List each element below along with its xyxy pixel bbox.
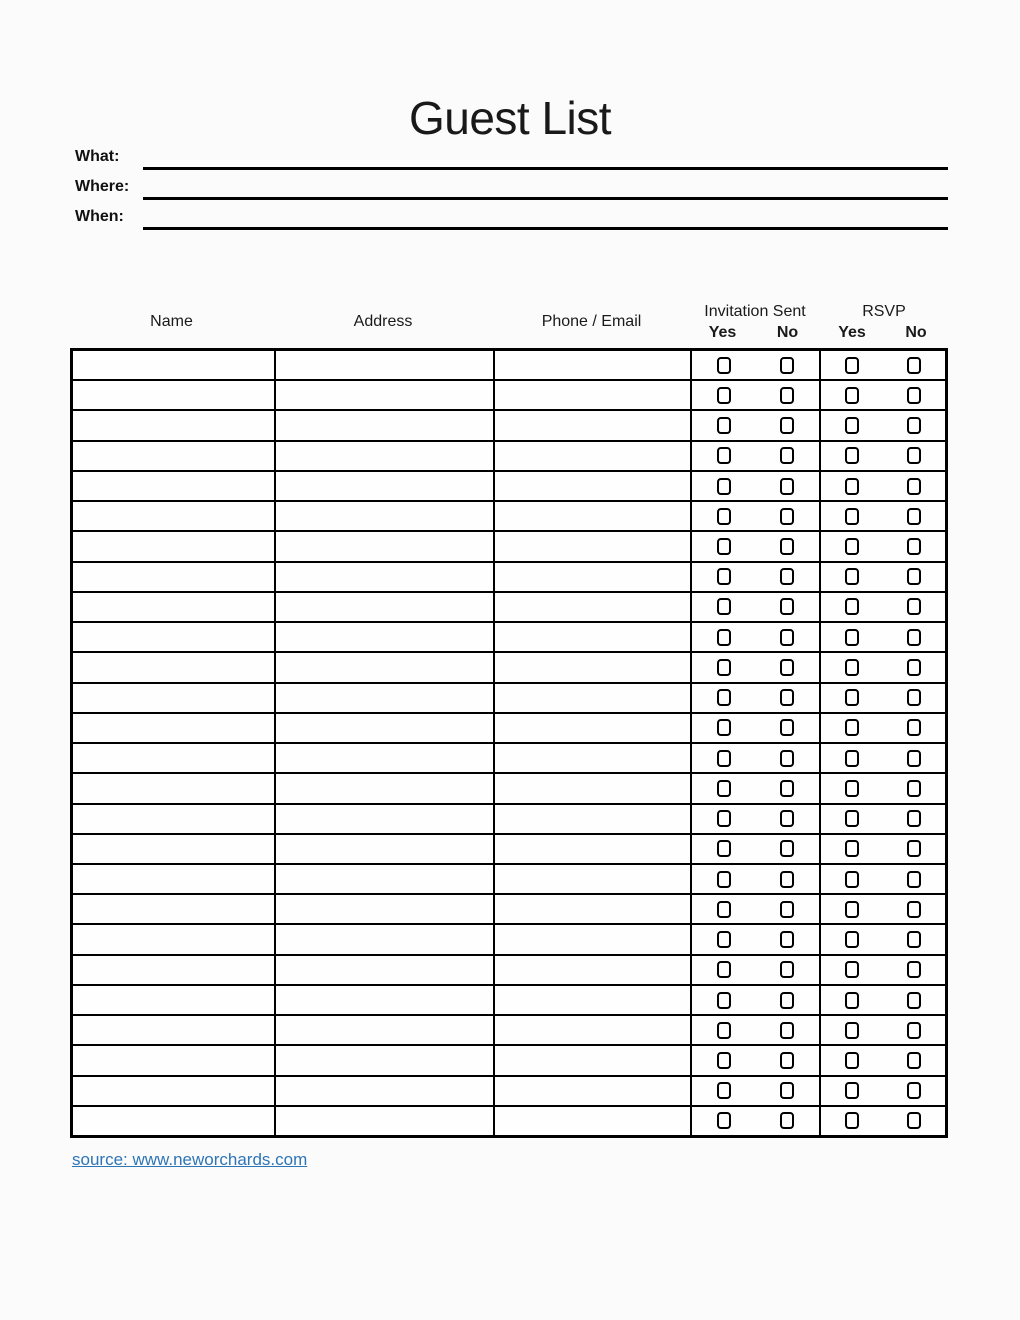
where-input-line[interactable]	[143, 181, 948, 200]
rsvp-no-checkbox[interactable]	[907, 568, 921, 585]
table-row	[73, 923, 945, 953]
invitation-no-checkbox[interactable]	[780, 1082, 794, 1099]
invitation-no-checkbox[interactable]	[780, 689, 794, 706]
invitation-sent-cell	[690, 986, 820, 1014]
phone-email-cell[interactable]	[493, 684, 690, 712]
rsvp-yes-checkbox[interactable]	[845, 659, 859, 676]
rsvp-cell	[819, 956, 945, 984]
invitation-no-checkbox[interactable]	[780, 629, 794, 646]
invitation-sent-cell	[690, 563, 820, 591]
phone-email-cell[interactable]	[493, 351, 690, 379]
phone-email-cell[interactable]	[493, 986, 690, 1014]
rsvp-cell	[819, 835, 945, 863]
rsvp-cell	[819, 714, 945, 742]
phone-email-cell[interactable]	[493, 925, 690, 953]
phone-email-cell[interactable]	[493, 1077, 690, 1105]
phone-email-cell[interactable]	[493, 411, 690, 439]
rsvp-yes-checkbox[interactable]	[845, 901, 859, 918]
invitation-yes-checkbox[interactable]	[717, 810, 731, 827]
rsvp-cell	[819, 381, 945, 409]
address-cell[interactable]	[274, 623, 494, 651]
name-cell[interactable]	[73, 986, 274, 1014]
rsvp-yes-checkbox[interactable]	[845, 750, 859, 767]
table-row	[73, 621, 945, 651]
address-cell[interactable]	[274, 925, 494, 953]
table-row	[73, 682, 945, 712]
invitation-yes-checkbox[interactable]	[717, 931, 731, 948]
invitation-no-checkbox[interactable]	[780, 538, 794, 555]
invitation-no-checkbox[interactable]	[780, 992, 794, 1009]
name-cell[interactable]	[73, 502, 274, 530]
rsvp-no-checkbox[interactable]	[907, 629, 921, 646]
when-input-line[interactable]	[143, 211, 948, 230]
name-cell[interactable]	[73, 895, 274, 923]
invitation-yes-checkbox[interactable]	[717, 689, 731, 706]
rsvp-no-checkbox[interactable]	[907, 357, 921, 374]
invitation-yes-checkbox[interactable]	[717, 659, 731, 676]
rsvp-cell	[819, 684, 945, 712]
address-cell[interactable]	[274, 1046, 494, 1074]
table-row	[73, 954, 945, 984]
rsvp-yes-checkbox[interactable]	[845, 1022, 859, 1039]
name-cell[interactable]	[73, 774, 274, 802]
invitation-sent-cell	[690, 956, 820, 984]
phone-email-cell[interactable]	[493, 653, 690, 681]
name-cell[interactable]	[73, 1077, 274, 1105]
table-row	[73, 500, 945, 530]
phone-email-cell[interactable]	[493, 593, 690, 621]
table-row	[73, 1075, 945, 1105]
table-row	[73, 1044, 945, 1074]
table-row	[73, 591, 945, 621]
invitation-sent-cell	[690, 744, 820, 772]
field-where	[75, 170, 948, 200]
invitation-yes-checkbox[interactable]	[717, 719, 731, 736]
column-header-address	[273, 292, 493, 348]
invitation-yes-checkbox[interactable]	[717, 1082, 731, 1099]
rsvp-yes-checkbox[interactable]	[845, 961, 859, 978]
table-row	[73, 833, 945, 863]
invitation-sent-subheader	[690, 321, 820, 348]
invitation-no-checkbox[interactable]	[780, 1022, 794, 1039]
rsvp-no-checkbox[interactable]	[907, 719, 921, 736]
invitation-sent-cell	[690, 1107, 820, 1135]
table-row	[73, 351, 945, 379]
invitation-yes-subheader: Yes	[708, 324, 737, 341]
invitation-sent-cell	[690, 805, 820, 833]
field-what	[75, 140, 948, 170]
rsvp-yes-checkbox[interactable]	[845, 568, 859, 585]
invitation-yes-checkbox[interactable]	[717, 871, 731, 888]
phone-email-cell[interactable]	[493, 532, 690, 560]
invitation-yes-checkbox[interactable]	[717, 750, 731, 767]
table-row	[73, 530, 945, 560]
phone-email-header-label: Phone / Email	[541, 313, 642, 330]
invitation-sent-header-label: Invitation Sent	[704, 303, 806, 320]
rsvp-yes-checkbox[interactable]	[845, 810, 859, 827]
address-cell[interactable]	[274, 1016, 494, 1044]
invitation-no-checkbox[interactable]	[780, 598, 794, 615]
rsvp-cell	[819, 653, 945, 681]
rsvp-yes-checkbox[interactable]	[845, 478, 859, 495]
rsvp-no-subheader: No	[905, 324, 927, 341]
invitation-sent-cell	[690, 1046, 820, 1074]
name-cell[interactable]	[73, 623, 274, 651]
name-cell[interactable]	[73, 865, 274, 893]
address-cell[interactable]	[274, 442, 494, 470]
invitation-no-checkbox[interactable]	[780, 568, 794, 585]
phone-email-cell[interactable]	[493, 563, 690, 591]
rsvp-cell	[819, 774, 945, 802]
name-cell[interactable]	[73, 744, 274, 772]
rsvp-no-checkbox[interactable]	[907, 871, 921, 888]
rsvp-yes-subheader: Yes	[838, 324, 866, 341]
column-header-name	[70, 292, 273, 348]
invitation-sent-cell	[690, 623, 820, 651]
table-row	[73, 561, 945, 591]
rsvp-yes-checkbox[interactable]	[845, 689, 859, 706]
invitation-yes-checkbox[interactable]	[717, 357, 731, 374]
invitation-yes-checkbox[interactable]	[717, 598, 731, 615]
when-label: When:	[75, 208, 124, 225]
name-cell[interactable]	[73, 714, 274, 742]
rsvp-no-checkbox[interactable]	[907, 689, 921, 706]
invitation-yes-checkbox[interactable]	[717, 447, 731, 464]
rsvp-cell	[819, 805, 945, 833]
name-cell[interactable]	[73, 563, 274, 591]
rsvp-no-checkbox[interactable]	[907, 1112, 921, 1129]
rsvp-no-checkbox[interactable]	[907, 1052, 921, 1069]
rsvp-cell	[819, 532, 945, 560]
invitation-yes-checkbox[interactable]	[717, 1022, 731, 1039]
name-cell[interactable]	[73, 1046, 274, 1074]
rsvp-no-checkbox[interactable]	[907, 931, 921, 948]
invitation-sent-cell	[690, 684, 820, 712]
address-cell[interactable]	[274, 502, 494, 530]
invitation-sent-cell	[690, 653, 820, 681]
address-cell[interactable]	[274, 381, 494, 409]
where-label: Where:	[75, 178, 130, 195]
invitation-no-checkbox[interactable]	[780, 780, 794, 797]
invitation-yes-checkbox[interactable]	[717, 1112, 731, 1129]
invitation-sent-cell	[690, 411, 820, 439]
rsvp-yes-checkbox[interactable]	[845, 871, 859, 888]
invitation-no-checkbox[interactable]	[780, 478, 794, 495]
address-cell[interactable]	[274, 472, 494, 500]
rsvp-no-checkbox[interactable]	[907, 901, 921, 918]
invitation-yes-checkbox[interactable]	[717, 780, 731, 797]
phone-email-cell[interactable]	[493, 805, 690, 833]
column-header-rsvp	[820, 292, 948, 348]
invitation-yes-checkbox[interactable]	[717, 417, 731, 434]
rsvp-yes-checkbox[interactable]	[845, 538, 859, 555]
table-row	[73, 651, 945, 681]
phone-email-cell[interactable]	[493, 744, 690, 772]
rsvp-yes-checkbox[interactable]	[845, 1082, 859, 1099]
table-row	[73, 863, 945, 893]
address-cell[interactable]	[274, 865, 494, 893]
invitation-no-checkbox[interactable]	[780, 659, 794, 676]
invitation-sent-cell	[690, 865, 820, 893]
name-cell[interactable]	[73, 653, 274, 681]
invitation-sent-cell	[690, 532, 820, 560]
invitation-no-checkbox[interactable]	[780, 840, 794, 857]
rsvp-no-checkbox[interactable]	[907, 538, 921, 555]
invitation-sent-cell	[690, 502, 820, 530]
invitation-yes-checkbox[interactable]	[717, 992, 731, 1009]
invitation-yes-checkbox[interactable]	[717, 538, 731, 555]
name-cell[interactable]	[73, 805, 274, 833]
phone-email-cell[interactable]	[493, 472, 690, 500]
field-when	[75, 200, 948, 230]
column-header-invitation-sent	[690, 292, 820, 348]
rsvp-cell	[819, 351, 945, 379]
table-row	[73, 409, 945, 439]
invitation-no-subheader: No	[776, 324, 799, 341]
invitation-no-checkbox[interactable]	[780, 1052, 794, 1069]
address-cell[interactable]	[274, 563, 494, 591]
rsvp-no-checkbox[interactable]	[907, 1022, 921, 1039]
invitation-sent-cell	[690, 835, 820, 863]
phone-email-cell[interactable]	[493, 835, 690, 863]
rsvp-yes-checkbox[interactable]	[845, 992, 859, 1009]
invitation-yes-checkbox[interactable]	[717, 1052, 731, 1069]
source-link[interactable]: source: www.neworchards.com	[72, 1150, 308, 1169]
address-cell[interactable]	[274, 653, 494, 681]
rsvp-cell	[819, 1046, 945, 1074]
address-cell[interactable]	[274, 411, 494, 439]
rsvp-cell	[819, 442, 945, 470]
rsvp-no-checkbox[interactable]	[907, 478, 921, 495]
invitation-no-checkbox[interactable]	[780, 961, 794, 978]
rsvp-yes-checkbox[interactable]	[845, 357, 859, 374]
name-cell[interactable]	[73, 442, 274, 470]
rsvp-yes-checkbox[interactable]	[845, 931, 859, 948]
address-cell[interactable]	[274, 774, 494, 802]
invitation-no-checkbox[interactable]	[780, 508, 794, 525]
address-cell[interactable]	[274, 1107, 494, 1135]
invitation-yes-checkbox[interactable]	[717, 961, 731, 978]
invitation-no-checkbox[interactable]	[780, 387, 794, 404]
table-row	[73, 772, 945, 802]
name-cell[interactable]	[73, 351, 274, 379]
phone-email-cell[interactable]	[493, 714, 690, 742]
table-row	[73, 1105, 945, 1135]
phone-email-cell[interactable]	[493, 381, 690, 409]
phone-email-cell[interactable]	[493, 1046, 690, 1074]
address-cell[interactable]	[274, 532, 494, 560]
rsvp-yes-checkbox[interactable]	[845, 840, 859, 857]
rsvp-cell	[819, 925, 945, 953]
rsvp-no-checkbox[interactable]	[907, 387, 921, 404]
rsvp-yes-checkbox[interactable]	[845, 447, 859, 464]
rsvp-no-checkbox[interactable]	[907, 840, 921, 857]
invitation-yes-checkbox[interactable]	[717, 387, 731, 404]
name-cell[interactable]	[73, 381, 274, 409]
invitation-no-checkbox[interactable]	[780, 810, 794, 827]
invitation-sent-cell	[690, 1016, 820, 1044]
rsvp-yes-checkbox[interactable]	[845, 598, 859, 615]
name-cell[interactable]	[73, 593, 274, 621]
what-label: What:	[75, 148, 120, 165]
address-cell[interactable]	[274, 593, 494, 621]
rsvp-no-checkbox[interactable]	[907, 810, 921, 827]
rsvp-cell	[819, 472, 945, 500]
rsvp-no-checkbox[interactable]	[907, 1082, 921, 1099]
phone-email-cell[interactable]	[493, 1016, 690, 1044]
phone-email-cell[interactable]	[493, 623, 690, 651]
address-cell[interactable]	[274, 744, 494, 772]
invitation-sent-cell	[690, 714, 820, 742]
guest-table	[70, 348, 948, 1138]
page-title: Guest List	[408, 91, 612, 144]
table-row	[73, 803, 945, 833]
name-cell[interactable]	[73, 532, 274, 560]
invitation-no-checkbox[interactable]	[780, 447, 794, 464]
name-cell[interactable]	[73, 925, 274, 953]
table-row	[73, 893, 945, 923]
rsvp-no-checkbox[interactable]	[907, 780, 921, 797]
phone-email-cell[interactable]	[493, 442, 690, 470]
table-row	[73, 1014, 945, 1044]
phone-email-cell[interactable]	[493, 1107, 690, 1135]
invitation-yes-checkbox[interactable]	[717, 568, 731, 585]
column-header-phone-email	[493, 292, 690, 348]
address-cell[interactable]	[274, 835, 494, 863]
rsvp-no-checkbox[interactable]	[907, 659, 921, 676]
invitation-no-checkbox[interactable]	[780, 1112, 794, 1129]
invitation-sent-cell	[690, 442, 820, 470]
address-cell[interactable]	[274, 956, 494, 984]
invitation-no-checkbox[interactable]	[780, 931, 794, 948]
rsvp-cell	[819, 1077, 945, 1105]
rsvp-cell	[819, 895, 945, 923]
name-cell[interactable]	[73, 1016, 274, 1044]
table-row	[73, 440, 945, 470]
invitation-sent-cell	[690, 1077, 820, 1105]
phone-email-cell[interactable]	[493, 774, 690, 802]
rsvp-no-checkbox[interactable]	[907, 992, 921, 1009]
table-row	[73, 470, 945, 500]
phone-email-cell[interactable]	[493, 502, 690, 530]
invitation-sent-cell	[690, 774, 820, 802]
address-header-label: Address	[353, 313, 413, 330]
table-row	[73, 712, 945, 742]
invitation-no-checkbox[interactable]	[780, 417, 794, 434]
rsvp-cell	[819, 593, 945, 621]
invitation-no-checkbox[interactable]	[780, 750, 794, 767]
rsvp-no-checkbox[interactable]	[907, 598, 921, 615]
rsvp-yes-checkbox[interactable]	[845, 387, 859, 404]
invitation-no-checkbox[interactable]	[780, 719, 794, 736]
invitation-yes-checkbox[interactable]	[717, 840, 731, 857]
address-cell[interactable]	[274, 986, 494, 1014]
rsvp-yes-checkbox[interactable]	[845, 1112, 859, 1129]
invitation-yes-checkbox[interactable]	[717, 901, 731, 918]
phone-email-cell[interactable]	[493, 956, 690, 984]
invitation-sent-cell	[690, 593, 820, 621]
name-cell[interactable]	[73, 684, 274, 712]
invitation-yes-checkbox[interactable]	[717, 629, 731, 646]
invitation-sent-cell	[690, 895, 820, 923]
rsvp-yes-checkbox[interactable]	[845, 719, 859, 736]
rsvp-cell	[819, 865, 945, 893]
invitation-yes-checkbox[interactable]	[717, 478, 731, 495]
rsvp-no-checkbox[interactable]	[907, 417, 921, 434]
rsvp-no-checkbox[interactable]	[907, 508, 921, 525]
rsvp-yes-checkbox[interactable]	[845, 417, 859, 434]
rsvp-cell	[819, 411, 945, 439]
name-cell[interactable]	[73, 472, 274, 500]
rsvp-cell	[819, 744, 945, 772]
invitation-no-checkbox[interactable]	[780, 871, 794, 888]
invitation-sent-cell	[690, 925, 820, 953]
event-fields	[75, 140, 948, 230]
phone-email-cell[interactable]	[493, 895, 690, 923]
invitation-sent-cell	[690, 472, 820, 500]
phone-email-cell[interactable]	[493, 865, 690, 893]
invitation-sent-cell	[690, 381, 820, 409]
invitation-no-checkbox[interactable]	[780, 357, 794, 374]
address-cell[interactable]	[274, 684, 494, 712]
address-cell[interactable]	[274, 895, 494, 923]
name-cell[interactable]	[73, 411, 274, 439]
what-input-line[interactable]	[143, 151, 948, 170]
rsvp-cell	[819, 1016, 945, 1044]
rsvp-yes-checkbox[interactable]	[845, 508, 859, 525]
rsvp-yes-checkbox[interactable]	[845, 629, 859, 646]
name-cell[interactable]	[73, 1107, 274, 1135]
invitation-sent-cell	[690, 351, 820, 379]
rsvp-yes-checkbox[interactable]	[845, 780, 859, 797]
table-header	[70, 292, 948, 348]
rsvp-no-checkbox[interactable]	[907, 750, 921, 767]
rsvp-no-checkbox[interactable]	[907, 447, 921, 464]
rsvp-cell	[819, 563, 945, 591]
rsvp-yes-checkbox[interactable]	[845, 1052, 859, 1069]
table-row	[73, 742, 945, 772]
rsvp-cell	[819, 1107, 945, 1135]
rsvp-subheader	[820, 321, 948, 348]
invitation-yes-checkbox[interactable]	[717, 508, 731, 525]
address-cell[interactable]	[274, 351, 494, 379]
address-cell[interactable]	[274, 714, 494, 742]
name-cell[interactable]	[73, 956, 274, 984]
address-cell[interactable]	[274, 805, 494, 833]
rsvp-cell	[819, 986, 945, 1014]
rsvp-cell	[819, 502, 945, 530]
name-header-label: Name	[150, 313, 193, 330]
rsvp-header-label: RSVP	[862, 303, 906, 320]
rsvp-cell	[819, 623, 945, 651]
name-cell[interactable]	[73, 835, 274, 863]
address-cell[interactable]	[274, 1077, 494, 1105]
rsvp-no-checkbox[interactable]	[907, 961, 921, 978]
invitation-no-checkbox[interactable]	[780, 901, 794, 918]
table-row	[73, 379, 945, 409]
table-row	[73, 984, 945, 1014]
